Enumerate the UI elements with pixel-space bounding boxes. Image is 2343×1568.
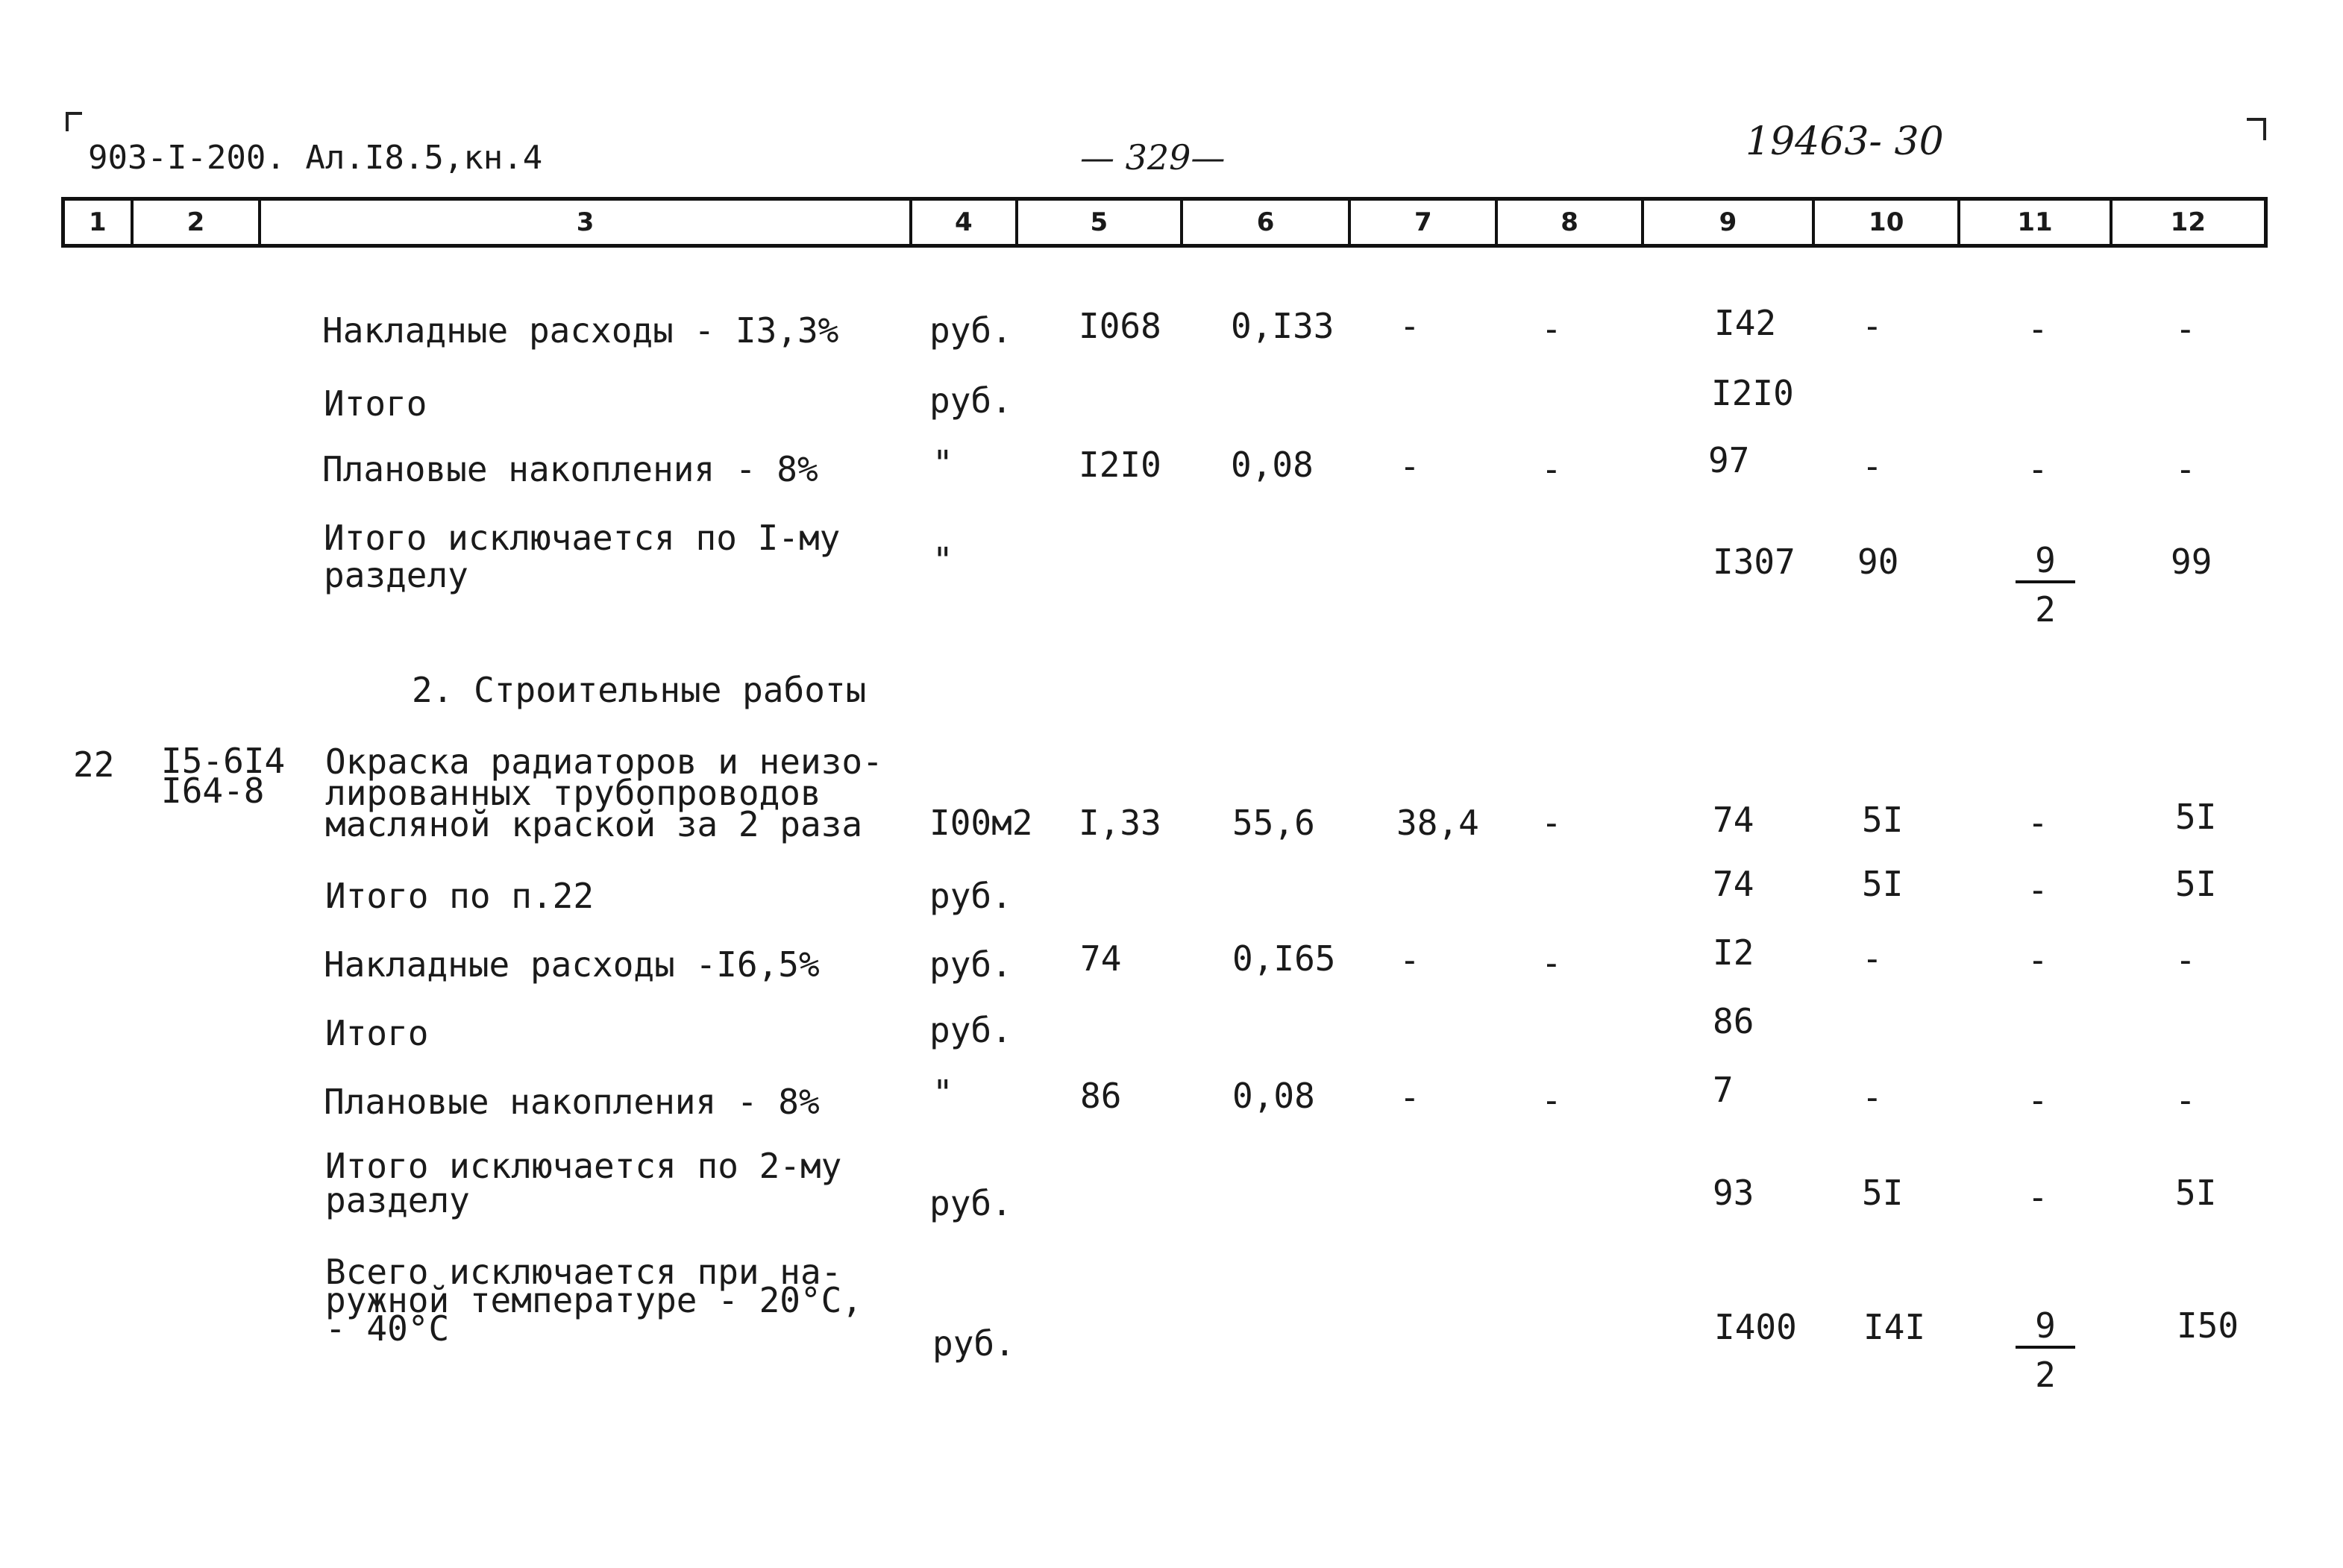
corner-mark-left (66, 112, 82, 131)
cell-col11-fraction (2016, 1307, 2075, 1393)
cell-col9: 7 (1713, 1070, 1734, 1110)
document-code: 903-I-200. Ал.I8.5,кн.4 (88, 139, 543, 177)
row-unit: " (932, 1073, 953, 1113)
column-header: 12 (2170, 207, 2206, 237)
cell-col6: 0,I65 (1232, 938, 1336, 979)
cell-col6: 0,08 (1232, 1076, 1315, 1116)
cell-col8: - (1541, 309, 1562, 349)
column-header: 7 (1351, 201, 1498, 244)
cell-col9: I2 (1713, 932, 1754, 973)
fraction-denominator: 2 (2035, 1355, 2056, 1395)
cell-col6: 0,08 (1231, 445, 1314, 485)
row-unit: " (932, 540, 953, 580)
cell-col8: - (1541, 1080, 1562, 1120)
cell-col9: 93 (1713, 1173, 1754, 1213)
cell-col5: 86 (1080, 1076, 1122, 1116)
section-heading: 2. Строительные работы (412, 670, 867, 710)
row-description: Итого исключается по 2-му разделу (325, 1146, 842, 1220)
cell-col11-fraction (2016, 542, 2075, 628)
column-header-row (61, 197, 2268, 248)
cell-col12: 5I (2175, 797, 2217, 837)
cell-col9: 86 (1713, 1001, 1754, 1041)
row-unit: руб. (929, 380, 1012, 421)
cell-col12: 5I (2175, 864, 2217, 904)
cell-col5: 74 (1080, 938, 1122, 979)
column-header: 9 (1644, 201, 1815, 244)
cell-col8: - (1541, 449, 1562, 489)
cell-col11: - (2027, 1177, 2048, 1217)
cell-col10: 5I (1862, 1173, 1904, 1213)
cell-col6: 0,I33 (1231, 306, 1334, 346)
cell-col7: 38,4 (1396, 803, 1479, 843)
cell-col12: - (2175, 940, 2196, 980)
cell-col8: - (1541, 803, 1562, 843)
cell-col9: 97 (1708, 440, 1750, 480)
row-code: I5-6I4 I64-8 (161, 741, 286, 811)
row-number: 22 (73, 744, 115, 785)
row-unit: руб. (932, 1323, 1015, 1364)
row-description: Накладные расходы - I3,3% (322, 310, 839, 351)
column-header: 3 (261, 201, 912, 244)
column-header: 5 (1018, 201, 1183, 244)
row-description: Итого по п.22 (325, 876, 595, 916)
handwritten-reference: 19463- 30 (1746, 119, 1944, 164)
cell-col10: 90 (1857, 542, 1899, 582)
cell-col7: - (1399, 446, 1420, 486)
row-description: Плановые накопления - 8% (322, 449, 818, 489)
cell-col9: 74 (1713, 800, 1754, 840)
cell-col12: - (2175, 449, 2196, 489)
cell-col10: I4I (1863, 1307, 1926, 1347)
cell-col9: I42 (1714, 303, 1777, 343)
corner-mark-right (2247, 118, 2266, 140)
row-unit: I00м2 (929, 803, 1033, 843)
column-header: 2 (134, 201, 261, 244)
cell-col7: - (1399, 306, 1420, 346)
row-unit: руб. (929, 944, 1012, 985)
cell-col12: 5I (2175, 1173, 2217, 1213)
cell-col10: - (1862, 306, 1883, 346)
cell-col10: - (1862, 938, 1883, 979)
cell-col9: 74 (1713, 864, 1754, 904)
fraction-numerator: 9 (2016, 542, 2075, 583)
column-header: 8 (1498, 201, 1643, 244)
cell-col11: - (2027, 309, 2048, 349)
row-description: Итого исключается по I-му разделу (324, 518, 841, 595)
row-description: Окраска радиаторов и неизо- лированных трубопроводов масляной краской за 2 раза (325, 741, 883, 844)
row-description: Плановые накопления - 8% (324, 1082, 820, 1122)
column-header: 10 (1815, 201, 1960, 244)
cell-col10: 5I (1862, 864, 1904, 904)
cell-col6: 55,6 (1232, 803, 1315, 843)
cell-col11: - (2027, 940, 2048, 980)
cell-col11: - (2027, 449, 2048, 489)
cell-col8: - (1541, 943, 1562, 983)
column-header: 11 (1960, 201, 2112, 244)
cell-col12: 99 (2171, 542, 2212, 582)
cell-col12: - (2175, 1080, 2196, 1120)
row-description: Итого (325, 1013, 429, 1053)
fraction-numerator: 9 (2016, 1307, 2075, 1349)
cell-col10: - (1862, 1077, 1883, 1117)
cell-col11: - (2027, 870, 2048, 910)
page-number: — 329— (1080, 137, 1226, 178)
row-description: Накладные расходы -I6,5% (324, 944, 820, 985)
cell-col10: 5I (1862, 800, 1904, 840)
cell-col5: I,33 (1079, 803, 1161, 843)
row-unit: руб. (929, 1010, 1012, 1050)
cell-col11: - (2027, 1080, 2048, 1120)
row-unit: руб. (929, 1183, 1012, 1223)
cell-col9: I307 (1713, 542, 1795, 582)
cell-col7: - (1399, 1077, 1420, 1117)
cell-col9: I2I0 (1711, 373, 1794, 413)
row-unit: руб. (929, 310, 1012, 351)
cell-col12: - (2175, 309, 2196, 349)
row-description: Итого (324, 383, 427, 424)
row-unit: " (932, 443, 953, 483)
cell-col10: - (1862, 446, 1883, 486)
column-header: 6 (1183, 201, 1351, 244)
column-header: 1 (65, 201, 134, 244)
cell-col5: I068 (1079, 306, 1161, 346)
cell-col12: I50 (2177, 1305, 2239, 1346)
row-description: Всего исключается при на- ружной температуре - 20°C, - 40°C (325, 1252, 863, 1349)
column-header: 4 (912, 201, 1018, 244)
cell-col5: I2I0 (1079, 445, 1161, 485)
row-unit: руб. (929, 876, 1012, 916)
cell-col11: - (2027, 803, 2048, 843)
fraction-denominator: 2 (2035, 589, 2056, 630)
cell-col9: I400 (1714, 1307, 1797, 1347)
cell-col7: - (1399, 940, 1420, 980)
